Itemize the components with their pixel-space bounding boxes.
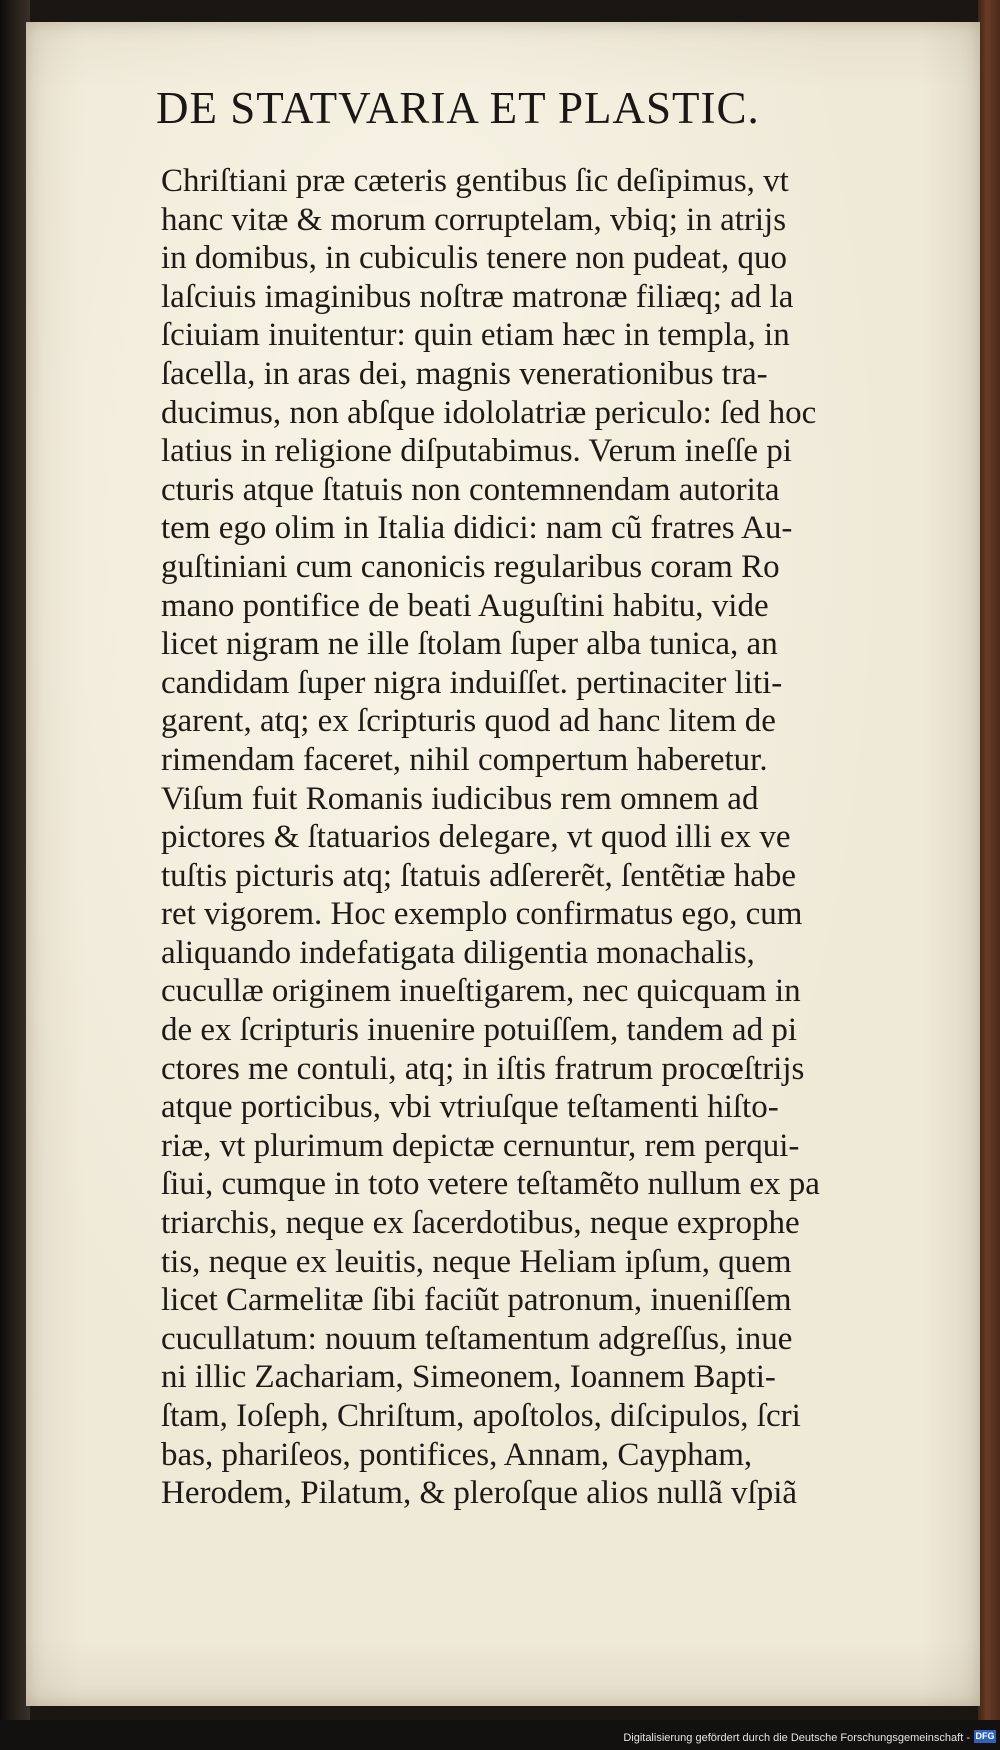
funding-credit: Digitalisierung gefördert durch die Deutsche Forschungsgemeinschaft - bbox=[623, 1732, 970, 1744]
dfg-logo: DFG bbox=[975, 1731, 995, 1741]
text-line: bas, phariſeos, pontifices, Annam, Caypham, bbox=[161, 1436, 753, 1473]
text-line: triarchis, neque ex ſacerdotibus, neque exprophe bbox=[161, 1205, 800, 1242]
text-line: licet Carmelitæ ſibi faciũt patronum, inueniſſem bbox=[161, 1282, 792, 1319]
text-line: Chriſtiani præ cæteris gentibus ſic deſipimus, vt bbox=[161, 163, 789, 199]
book-cover-edge bbox=[978, 0, 1000, 1720]
text-line: ret vigorem. Hoc exemplo confirmatus ego, cum bbox=[161, 896, 803, 933]
text-line: latius in religione diſputabimus. Verum ineſſe pi bbox=[161, 433, 792, 470]
text-line: tuſtis picturis atq; ſtatuis adſererẽt, ſentẽtiæ habe bbox=[161, 857, 797, 894]
text-line: Herodem, Pilatum, & pleroſque alios nullã vſpiã bbox=[161, 1475, 798, 1512]
text-line: laſciuis imaginibus noſtræ matronæ filiæq; ad la bbox=[161, 278, 794, 315]
text-line: mano pontifice de beati Auguſtini habitu, vide bbox=[161, 587, 769, 624]
text-line: de ex ſcripturis inuenire potuiſſem, tandem ad pi bbox=[161, 1012, 797, 1049]
text-line: Viſum fuit Romanis iudicibus rem omnem ad bbox=[161, 780, 759, 817]
text-line: candidam ſuper nigra induiſſet. pertinaciter liti- bbox=[161, 664, 783, 701]
text-line: cucullatum: nouum teſtamentum adgreſſus, inue bbox=[161, 1320, 793, 1357]
text-line: riæ, vt plurimum depictæ cernuntur, rem perqui- bbox=[161, 1127, 800, 1164]
text-line: pictores & ſtatuarios delegare, vt quod illi ex ve bbox=[161, 819, 791, 856]
text-line: cturis atque ſtatuis non contemnendam autorita bbox=[161, 471, 780, 508]
text-line: tem ego olim in Italia didici: nam cũ fratres Au- bbox=[161, 510, 793, 547]
footer-bar bbox=[0, 1720, 1000, 1750]
text-line: ſiui, cumque in toto vetere teſtamẽto nullum ex pa bbox=[161, 1166, 820, 1203]
running-header: DE STATVARIA ET PLASTIC. bbox=[156, 83, 760, 133]
text-line: ſtam, Ioſeph, Chriſtum, apoſtolos, diſcipulos, ſcri bbox=[161, 1398, 801, 1434]
body-text bbox=[161, 162, 961, 1513]
text-line: in domibus, in cubiculis tenere non pudeat, quo bbox=[161, 240, 787, 277]
text-line: aliquando indefatigata diligentia monachalis, bbox=[161, 934, 755, 971]
text-line: guſtiniani cum canonicis regularibus coram Ro bbox=[161, 548, 780, 585]
text-line: hanc vitæ & morum corruptelam, vbiq; in atrijs bbox=[161, 201, 787, 238]
book-page bbox=[26, 22, 980, 1706]
text-line: garent, atq; ex ſcripturis quod ad hanc litem de bbox=[161, 703, 776, 740]
text-line: cucullæ originem inueſtigarem, nec quicquam in bbox=[161, 973, 801, 1010]
text-line: licet nigram ne ille ſtolam ſuper alba tunica, an bbox=[161, 626, 778, 663]
text-line: rimendam faceret, nihil compertum haberetur. bbox=[161, 741, 768, 778]
text-line: ſciuiam inuitentur: quin etiam hæc in templa, in bbox=[161, 317, 790, 354]
text-line: tis, neque ex leuitis, neque Heliam ipſum, quem bbox=[161, 1243, 792, 1280]
text-line: atque porticibus, vbi vtriuſque teſtamenti hiſto- bbox=[161, 1089, 779, 1126]
text-line: ſacella, in aras dei, magnis venerationibus tra- bbox=[161, 355, 768, 392]
text-line: ducimus, non abſque idololatriæ periculo: ſed hoc bbox=[161, 394, 817, 431]
text-line: ni illic Zachariam, Simeonem, Ioannem Bapti- bbox=[161, 1359, 776, 1396]
text-line: ctores me contuli, atq; in iſtis fratrum procœſtrijs bbox=[161, 1050, 805, 1087]
